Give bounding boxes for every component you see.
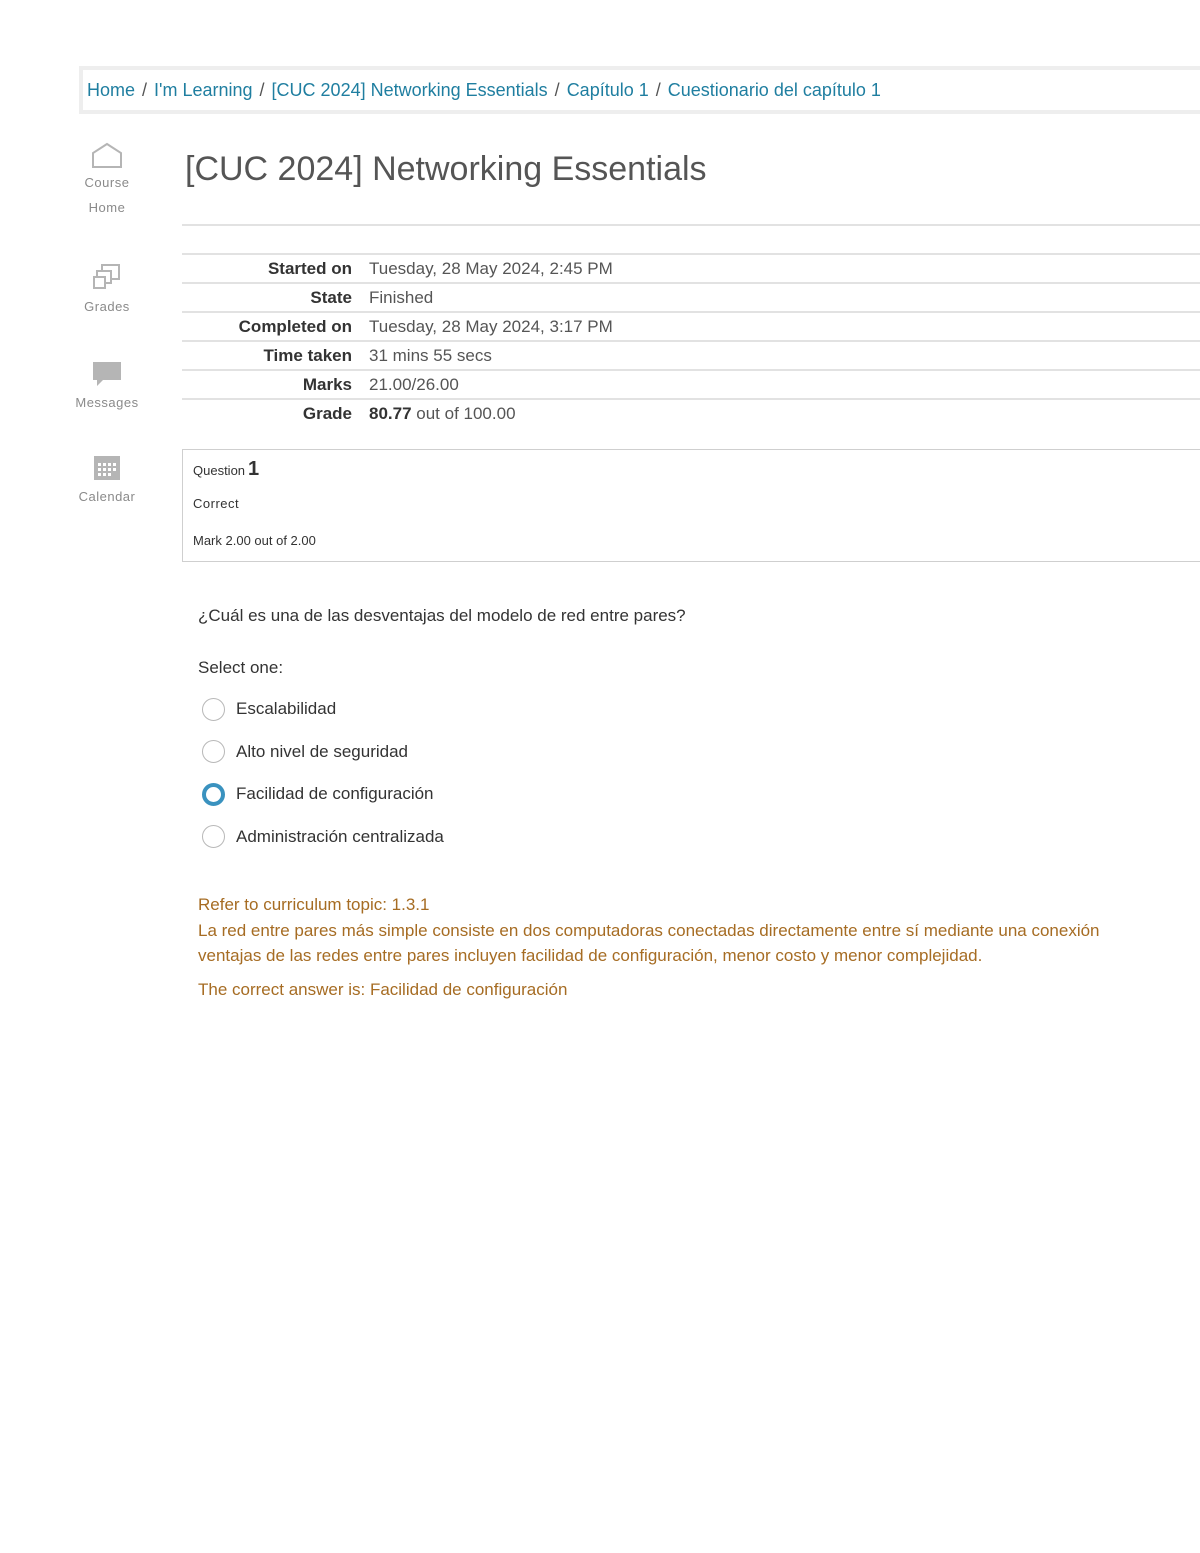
summary-value: Finished xyxy=(369,287,434,307)
radio-button[interactable] xyxy=(202,740,225,763)
question-number xyxy=(193,458,259,481)
answer-options xyxy=(202,688,444,858)
breadcrumb-im-learning[interactable]: I'm Learning xyxy=(154,79,253,100)
general-feedback xyxy=(198,892,1200,1002)
breadcrumb-chapter[interactable]: Capítulo 1 xyxy=(566,79,649,100)
summary-value xyxy=(361,399,1200,427)
nav-messages-label: Messages xyxy=(75,395,139,410)
page-title: [CUC 2024] Networking Essentials xyxy=(185,150,707,188)
summary-label: Time taken xyxy=(263,345,352,365)
summary-row-state xyxy=(182,283,1200,312)
summary-value: 21.00/26.00 xyxy=(369,374,459,394)
radio-button[interactable] xyxy=(202,825,225,848)
breadcrumb-separator: / xyxy=(655,79,661,100)
question-state: Correct xyxy=(193,496,240,511)
home-icon xyxy=(90,140,124,170)
summary-label: State xyxy=(310,287,352,307)
messages-icon xyxy=(90,358,124,390)
summary-label: Completed on xyxy=(238,316,352,336)
summary-value: Tuesday, 28 May 2024, 3:17 PM xyxy=(369,316,613,336)
question-number-value: 1 xyxy=(248,458,260,480)
nav-course-home[interactable] xyxy=(62,140,152,240)
breadcrumb-course[interactable]: [CUC 2024] Networking Essentials xyxy=(271,79,548,100)
course-nav xyxy=(62,140,152,532)
grade-out-of: out of 100.00 xyxy=(411,403,516,423)
answer-option-selected[interactable] xyxy=(202,773,444,816)
answer-option[interactable] xyxy=(202,816,444,859)
correct-answer: The correct answer is: Facilidad de configuración xyxy=(198,979,568,999)
answer-option-label: Escalabilidad xyxy=(236,699,337,719)
nav-messages[interactable] xyxy=(62,358,152,438)
calendar-icon xyxy=(90,452,124,484)
nav-course-home-label: Course Home xyxy=(84,175,130,215)
title-divider xyxy=(182,224,1200,226)
breadcrumb-separator: / xyxy=(259,79,265,100)
nav-calendar[interactable] xyxy=(62,452,152,532)
summary-row-started-on xyxy=(182,254,1200,283)
select-one-prompt: Select one: xyxy=(198,658,284,677)
grades-icon xyxy=(90,262,124,294)
answer-option-label: Administración centralizada xyxy=(236,826,444,846)
answer-option[interactable] xyxy=(202,688,444,731)
feedback-text-line: ventajas de las redes entre pares incluyen facilidad de configuración, menor costo y menor complejidad. xyxy=(198,946,983,965)
nav-grades-label: Grades xyxy=(84,299,130,314)
question-text: ¿Cuál es una de las desventajas del modelo de red entre pares? xyxy=(198,606,686,625)
breadcrumb xyxy=(79,66,1200,114)
summary-label: Grade xyxy=(302,403,352,423)
summary-row-grade xyxy=(182,399,1200,427)
answer-option[interactable] xyxy=(202,731,444,774)
radio-button[interactable] xyxy=(202,698,225,721)
breadcrumb-separator: / xyxy=(142,79,148,100)
answer-option-label: Facilidad de configuración xyxy=(236,784,434,804)
question-label: Question xyxy=(193,463,246,478)
summary-label: Started on xyxy=(267,258,352,278)
summary-label: Marks xyxy=(302,374,352,394)
feedback-text-line: La red entre pares más simple consiste en dos computadoras conectadas directamente entre sí mediante una conexión xyxy=(198,920,1100,940)
grade-value: 80.77 xyxy=(369,403,412,423)
question-mark: Mark 2.00 out of 2.00 xyxy=(193,533,316,548)
summary-value: 31 mins 55 secs xyxy=(369,345,492,365)
question-info-box xyxy=(182,449,1200,562)
breadcrumb-quiz[interactable]: Cuestionario del capítulo 1 xyxy=(667,79,881,100)
nav-grades[interactable] xyxy=(62,262,152,342)
summary-value: Tuesday, 28 May 2024, 2:45 PM xyxy=(369,258,613,278)
breadcrumb-separator: / xyxy=(554,79,560,100)
answer-option-label: Alto nivel de seguridad xyxy=(236,741,409,761)
nav-calendar-label: Calendar xyxy=(78,489,136,504)
breadcrumb-home[interactable]: Home xyxy=(87,79,136,100)
attempt-summary-table xyxy=(182,253,1200,427)
summary-row-completed-on xyxy=(182,312,1200,341)
feedback-topic: Refer to curriculum topic: 1.3.1 xyxy=(198,895,430,914)
summary-row-time-taken xyxy=(182,341,1200,370)
summary-row-marks xyxy=(182,370,1200,399)
radio-button-checked[interactable] xyxy=(202,783,225,806)
